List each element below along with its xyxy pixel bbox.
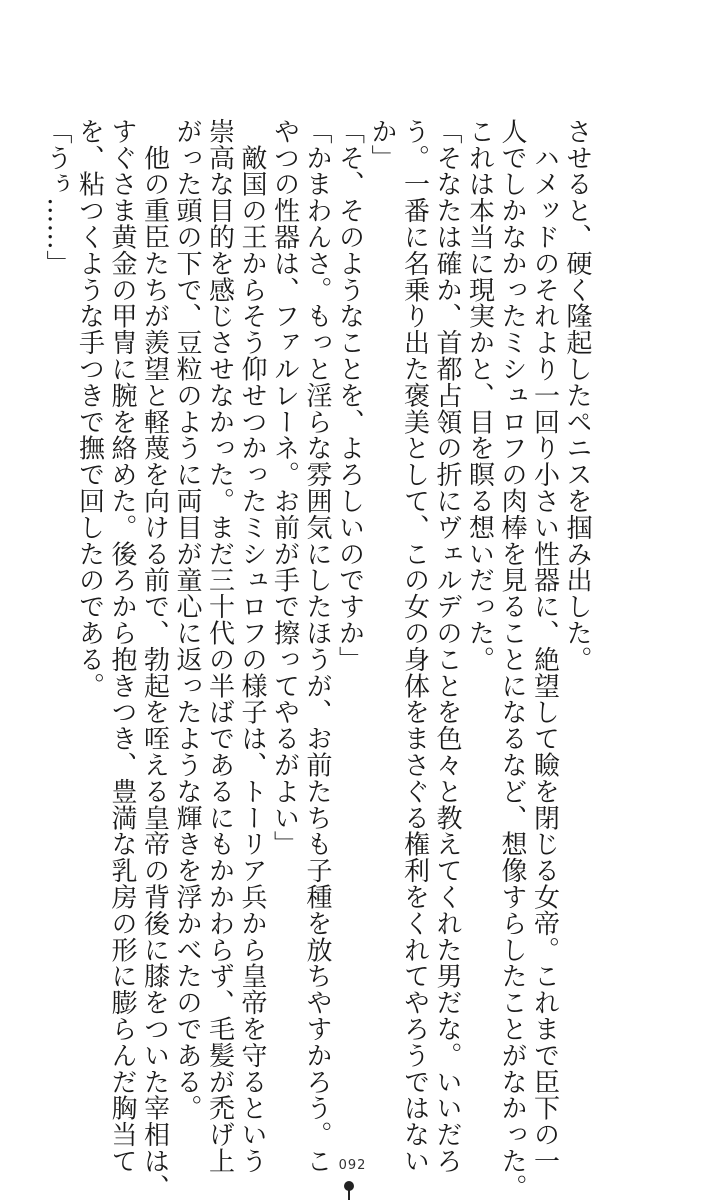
text-column-2: ハメッドのそれより一回り小さい性器に、絶望して瞼を閉じる女帝。これまで臣下の一 <box>529 118 560 1174</box>
text-column-11: 敵国の王からそう仰せつかったミシュロフの様子は、トーリア兵から皇帝を守るという <box>237 118 267 1174</box>
text-column-9: 「かまわんさ。もっと淫らな雰囲気にしたほうが、お前たちも子種を放ちやすかろう。こ <box>302 118 332 1174</box>
text-column-3: 人でしかなかったミシュロフの肉棒を見ることになるなど、想像すらしたことがなかった。 <box>497 118 527 1200</box>
text-column-5: 「そなたは確か、首都占領の折にヴェルデのことを色々と教えてくれた男だな。いいだろ <box>432 118 462 1174</box>
page-ornament-stem <box>348 1189 350 1200</box>
text-column-10: やつの性器は、ファルレーネ。お前が手で擦ってやるがよい」 <box>269 118 300 858</box>
text-column-16: を、粘つくような手つきで撫で回したのである。 <box>74 118 105 699</box>
text-column-13: がった頭の下で、豆粒のように両目が童心に返ったような輝きを浮かべたのである。 <box>172 118 202 1122</box>
text-column-7: か」 <box>367 118 397 171</box>
text-column-12: 崇高な目的を感じさせなかった。まだ三十代の半ばであるにもかかわらず、毛髪が禿げ上 <box>204 118 235 1174</box>
text-column-1: させると、硬く隆起したペニスを掴み出した。 <box>562 118 592 673</box>
text-column-8: 「そ、そのようなことを、よろしいのですか」 <box>334 118 365 673</box>
text-column-15: すぐさま黄金の甲冑に腕を絡めた。後ろから抱きつき、豊満な乳房の形に膨らんだ胸当て <box>107 118 137 1174</box>
text-column-14: 他の重臣たちが羨望と軽蔑を向ける前で、勃起を咥える皇帝の背後に膝をついた宰相は、 <box>139 118 170 1200</box>
page-number: 092 <box>338 1158 367 1173</box>
text-column-4: これは本当に現実かと、目を瞑る想いだった。 <box>464 118 495 673</box>
text-column-6: う。一番に名乗り出た褒美として、この女の身体をまさぐる権利をくれてやろうではない <box>399 118 430 1174</box>
text-column-17: 「うぅ……」 <box>42 118 72 277</box>
